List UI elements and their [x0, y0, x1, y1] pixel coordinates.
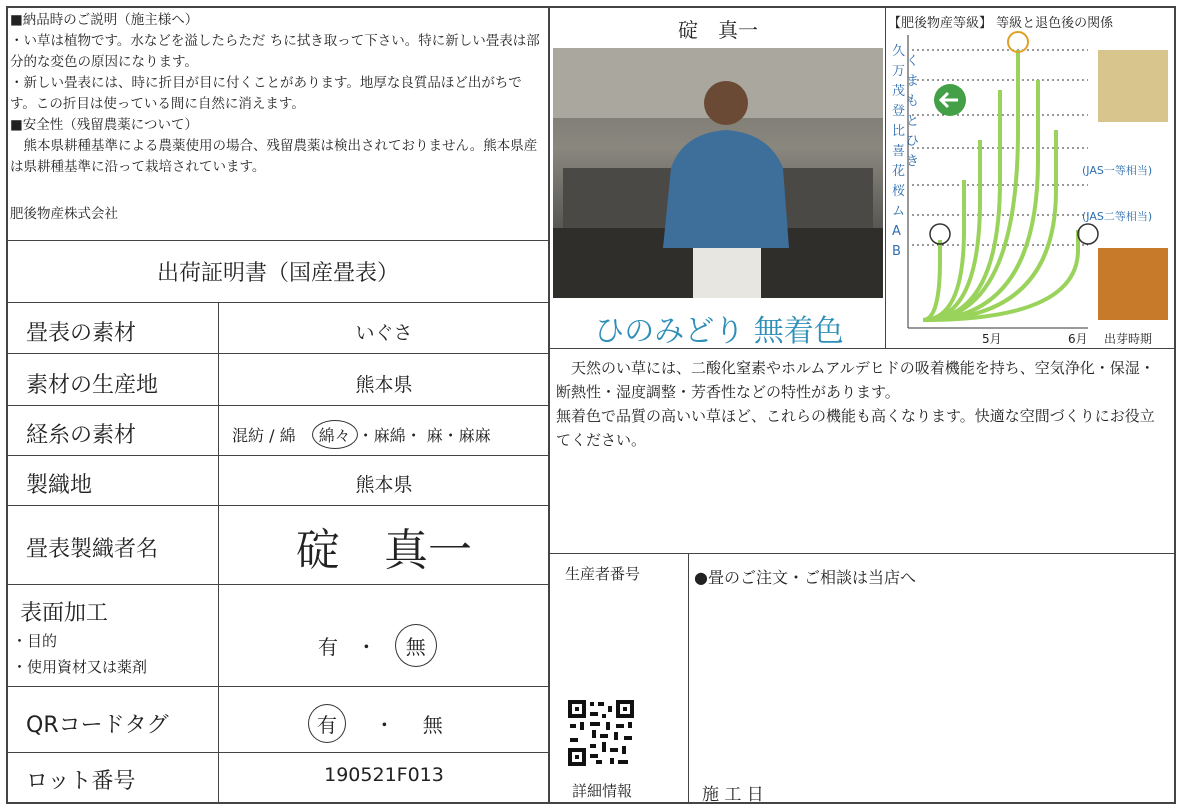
option-no: 無	[422, 713, 443, 737]
producer-name: 碇 真一	[678, 18, 758, 42]
option-separator: ・	[374, 713, 395, 737]
grade-label-kana: と	[906, 114, 920, 129]
row-sub-purpose: ・目的	[12, 632, 58, 650]
row-label-origin: 素材の生産地	[26, 373, 159, 398]
warp-option-selected: 綿々	[312, 420, 358, 449]
row-label-material: 畳表の素材	[26, 321, 137, 346]
row-label-warp: 経糸の素材	[26, 423, 137, 448]
grade-label-kana: く	[906, 54, 920, 69]
row-value-weaver: 碇 真一	[296, 525, 472, 576]
producer-number-label: 生産者番号	[565, 565, 641, 583]
warp-option: 混紡 / 綿	[232, 426, 312, 445]
row-value-weaving-place: 熊本県	[355, 474, 413, 496]
certificate-title: 出荷証明書（国産畳表）	[156, 261, 399, 286]
option-no-selected: 無	[395, 624, 437, 667]
grade-chart	[888, 30, 1172, 346]
grade-label-kana: き	[906, 154, 920, 169]
row-label-qr: QRコードタグ	[26, 713, 169, 738]
row-value-warp	[232, 420, 491, 449]
row-label-weaving-place: 製織地	[26, 473, 93, 498]
install-date-label: 施 工 日	[702, 785, 764, 805]
option-separator: ・	[356, 635, 377, 659]
jas1-label: (JAS一等相当)	[1082, 164, 1153, 177]
notes-heading-delivery: ■納品時のご説明（施主様へ）	[10, 12, 199, 28]
grade-label: 久	[892, 44, 906, 59]
x-tick-may: 5月	[982, 332, 1002, 346]
row-value-qr	[308, 704, 443, 743]
company-name: 肥後物産株式会社	[10, 206, 118, 222]
jas2-label: (JAS二等相当)	[1082, 210, 1153, 223]
notes-paragraph: 熊本県耕種基準による農薬使用の場合、残留農薬は検出されておりません。熊本県産は県耕種基準に沿って栽培されています。	[10, 138, 538, 175]
grade-label: 桜	[892, 184, 906, 199]
grade-label: 比	[892, 124, 906, 139]
description-paragraph: 天然のい草には、二酸化窒素やホルムアルデヒドの吸着機能を持ち、空気浄化・保湿・断熱性・湿度調整・芳香性などの特性があります。	[556, 359, 1155, 401]
option-yes-selected: 有	[308, 704, 346, 743]
grade-label: 花	[892, 164, 906, 179]
grade-label: 茂	[892, 84, 906, 99]
grade-label: B	[892, 244, 901, 259]
row-label-surface: 表面加工	[20, 601, 109, 626]
grade-label-kana: ひ	[906, 134, 920, 149]
x-axis-label: 出芽時期	[1104, 332, 1153, 346]
notes-paragraph: ・い草は植物です。水などを溢したらただ ちに拭き取って下さい。特に新しい畳表は部分的な変色の原因になります。	[10, 33, 540, 70]
row-label-lot: ロット番号	[26, 769, 136, 794]
grade-label: 喜	[892, 144, 906, 159]
option-yes: 有	[318, 635, 338, 659]
row-value-material: いぐさ	[355, 322, 413, 344]
grade-label: 登	[892, 104, 906, 119]
notes-paragraph: ・新しい畳表には、時に折目が目に付くことがあります。地厚な良質品ほど出がちです。この折目は使っている間に自然に消えます。	[10, 75, 522, 112]
grade-chart-title: 【肥後物産等級】 等級と退色後の関係	[888, 16, 1114, 31]
notes-heading-safety: ■安全性（残留農薬について）	[10, 117, 198, 133]
grade-label: ム	[892, 204, 906, 219]
x-tick-june: 6月	[1068, 332, 1088, 346]
row-sub-agent: ・使用資材又は薬剤	[12, 658, 148, 676]
variety-label: ひのみどり 無着色	[594, 314, 844, 349]
warp-option: ・麻綿・ 麻・麻麻	[357, 426, 491, 445]
producer-photo	[553, 48, 883, 298]
row-value-surface	[318, 624, 437, 667]
description-paragraph: 無着色で品質の高いい草ほど、これらの機能も高くなります。快適な空間づくりにお役立てください。	[556, 407, 1155, 449]
order-note: ●畳のご注文・ご相談は当店へ	[694, 568, 916, 587]
row-label-weaver: 畳表製織者名	[26, 537, 159, 562]
description	[556, 356, 1168, 452]
qr-code	[566, 698, 636, 768]
grade-label-kana: ま	[906, 74, 920, 89]
grade-labels-kana	[906, 52, 919, 172]
grade-labels	[892, 42, 905, 262]
grade-label: 万	[892, 64, 906, 79]
grade-label-kana: も	[906, 94, 920, 109]
grade-label: A	[892, 224, 901, 239]
row-value-origin: 熊本県	[355, 374, 413, 396]
delivery-notes	[10, 10, 546, 225]
qr-detail-label: 詳細情報	[572, 782, 633, 800]
row-value-lot: 190521F013	[324, 764, 444, 786]
